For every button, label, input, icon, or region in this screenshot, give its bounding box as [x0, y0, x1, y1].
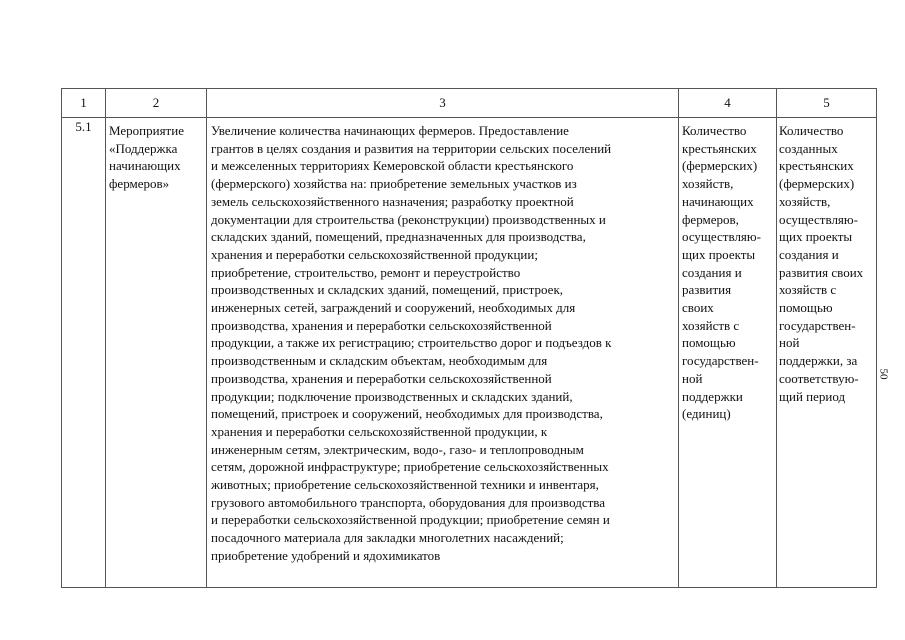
event-name-cell	[106, 118, 207, 588]
table-row	[62, 118, 877, 588]
row-number-cell	[62, 118, 106, 588]
event-description: Увеличение количества начинающих фермеров. Предоставление грантов в целях создания и развития на территории сельских поселений и межселенных территориях Кемеровской области крестьянского (фермерского) хозяйства на: приобретение земельных участков из земель сельскохозяйственного назначения; разработку проектной документации для строительства (реконструкции) производственных и складских зданий, помещений, предназначенных для производства, хранения и переработки сельскохозяйственной продукции; приобретение, строительство, ремонт и переустройство производственных и складских зданий, помещений, пристроек, инженерных сетей, заграждений и сооружений, необходимых для производства, хранения и переработки сельскохозяйственной продукции, а также их регистрацию; строительство дорог и подъездов к производственным и складским объектам, необходимым для производства, хранения и переработки сельскохозяйственной продукции; подключение производственных и складских зданий, помещений, пристроек и сооружений, необходимых для производства, хранения и переработки сельскохозяйственной продукции, к инженерным сетям, электрическим, водо-, газо- и теплопроводным сетям, дорожной инфраструктуре; приобретение сельскохозяйственных животных; приобретение сельскохозяйственной техники и инвентаря, грузового автомобильного транспорта, оборудования для производства и переработки сельскохозяйственной продукции; приобретение семян и посадочного материала для закладки многолетних насаждений; приобретение удобрений и ядохимикатов	[211, 123, 612, 563]
column-header-5: 5	[777, 89, 877, 118]
program-measures-table	[61, 88, 877, 588]
column-header-2: 2	[106, 89, 207, 118]
indicator-name: Количество крестьянских (фермерских) хозяйств, начинающих фермеров, осуществляю- щих проекты создания и развития своих хозяйств с помощью государствен- ной поддержки (единиц)	[682, 123, 761, 422]
indicator-name-cell	[679, 118, 777, 588]
column-header-3: 3	[207, 89, 679, 118]
row-number: 5.1	[75, 119, 92, 134]
page-number: 50	[877, 368, 890, 380]
indicator-definition: Количество созданных крестьянских (фермерских) хозяйств, осуществляю- щих проекты создания и развития своих хозяйств с помощью государствен- ной поддержки, за соответствую- щий период	[779, 123, 864, 404]
indicator-definition-cell	[777, 118, 877, 588]
column-header-1: 1	[62, 89, 106, 118]
table-header-row	[62, 89, 877, 118]
event-name: Мероприятие «Поддержка начинающих фермеров»	[109, 123, 184, 192]
event-description-cell	[207, 118, 679, 588]
column-header-4: 4	[679, 89, 777, 118]
